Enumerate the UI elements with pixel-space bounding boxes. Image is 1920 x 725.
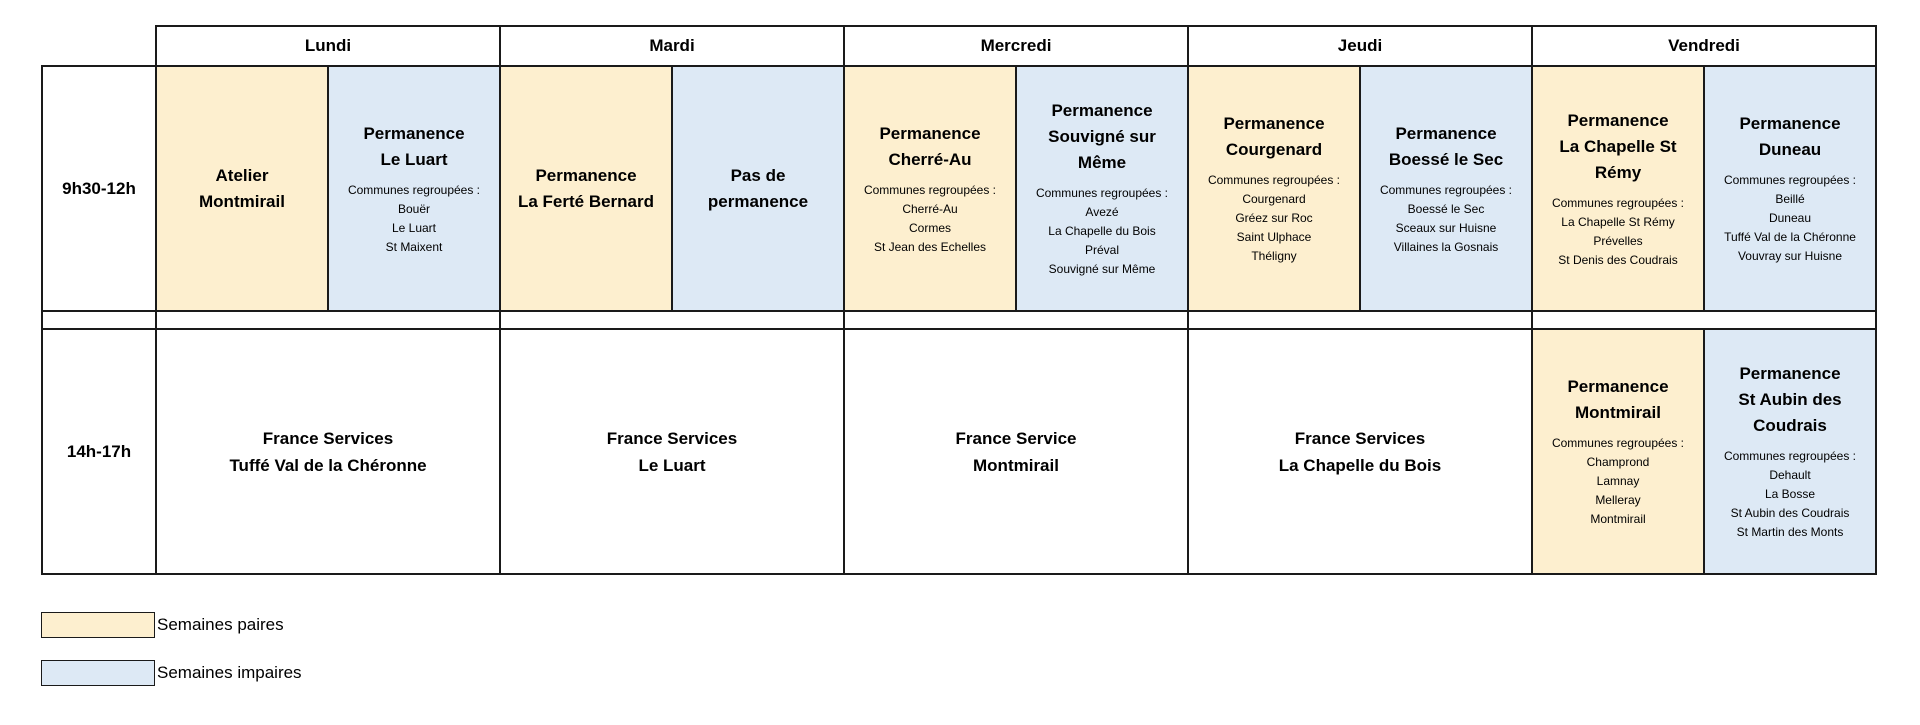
commune-item: Dehault — [1769, 468, 1811, 482]
commune-item: Vouvray sur Huisne — [1737, 249, 1843, 263]
france-services-line: France Services — [1294, 428, 1426, 448]
commune-item: Gréez sur Roc — [1235, 211, 1313, 225]
permanence-title: Permanence — [535, 165, 637, 185]
legend-swatch-even — [41, 612, 155, 638]
permanence-title: Courgenard — [1225, 140, 1323, 159]
commune-item: Prévelles — [1593, 233, 1643, 248]
commune-item: La Chapelle du Bois — [1048, 224, 1156, 238]
commune-item: Le Luart — [391, 220, 437, 235]
morning-cell — [500, 66, 672, 311]
permanence-title: Coudrais — [1753, 416, 1827, 435]
communes-label: Communes regroupées : — [1723, 449, 1857, 463]
time-slot-afternoon: 14h-17h — [42, 329, 156, 574]
permanence-title: Permanence — [1567, 110, 1669, 130]
france-services-cell — [844, 329, 1188, 574]
communes-list — [1705, 447, 1875, 542]
permanence-title: Permanence — [1739, 114, 1841, 133]
spacer-cell — [156, 311, 500, 329]
schedule-table — [41, 25, 1877, 575]
morning-cell — [844, 66, 1016, 311]
permanence-title: Le Luart — [380, 149, 448, 169]
day-header-lundi: Lundi — [156, 26, 500, 66]
morning-cell — [672, 66, 844, 311]
commune-item: La Chapelle St Rémy — [1561, 214, 1675, 229]
permanence-title: Permanence — [1223, 114, 1325, 133]
communes-list — [329, 181, 499, 257]
communes-label: Communes regroupées : — [347, 182, 481, 197]
commune-item: Souvigné sur Même — [1048, 262, 1156, 276]
communes-label: Communes regroupées : — [1207, 173, 1341, 187]
communes-list — [1705, 171, 1875, 266]
day-header-mardi: Mardi — [500, 26, 844, 66]
communes-list — [1533, 434, 1703, 529]
time-slot-morning: 9h30-12h — [42, 66, 156, 311]
commune-item: St Maixent — [385, 239, 443, 254]
day-header-mercredi: Mercredi — [844, 26, 1188, 66]
afternoon-cell — [1532, 329, 1704, 574]
france-services-cell — [156, 329, 500, 574]
france-services-line: France Service — [955, 428, 1077, 448]
communes-list — [1361, 181, 1531, 257]
commune-item: Boessé le Sec — [1407, 201, 1485, 216]
permanence-title: permanence — [707, 191, 809, 211]
afternoon-row — [42, 329, 1876, 574]
permanence-title: St Aubin des — [1738, 390, 1842, 409]
communes-list — [1533, 194, 1703, 270]
permanence-title: Pas de — [730, 165, 786, 185]
commune-item: Tuffé Val de la Chéronne — [1724, 230, 1856, 244]
commune-item: Melleray — [1595, 493, 1641, 507]
morning-cell — [1188, 66, 1360, 311]
commune-item: Préval — [1084, 243, 1119, 257]
permanence-title: La Ferté Bernard — [517, 191, 655, 211]
commune-item: Avezé — [1085, 205, 1119, 219]
morning-row — [42, 66, 1876, 311]
commune-item: Lamnay — [1596, 474, 1640, 488]
commune-item: Saint Ulphace — [1236, 230, 1312, 244]
communes-label: Communes regroupées : — [1723, 173, 1857, 187]
day-header-jeudi: Jeudi — [1188, 26, 1532, 66]
spacer-cell — [1532, 311, 1876, 329]
spacer-row — [42, 311, 1876, 329]
france-services-cell — [1188, 329, 1532, 574]
corner-cell — [42, 26, 156, 66]
communes-label: Communes regroupées : — [1551, 195, 1685, 210]
permanence-title: Boessé le Sec — [1388, 149, 1504, 169]
commune-item: St Denis des Coudrais — [1558, 252, 1678, 267]
commune-item: Montmirail — [1590, 512, 1646, 526]
communes-list — [1017, 184, 1187, 279]
permanence-title: Permanence — [1051, 101, 1153, 120]
permanence-title: Permanence — [1395, 123, 1497, 143]
morning-cell — [1532, 66, 1704, 311]
france-services-line: France Services — [262, 428, 394, 448]
day-header-row — [42, 26, 1876, 66]
permanence-title: Permanence — [879, 123, 981, 143]
morning-cell — [156, 66, 328, 311]
spacer-cell — [42, 311, 156, 329]
legend-label-even: Semaines paires — [157, 615, 284, 634]
spacer-cell — [1188, 311, 1532, 329]
commune-item: La Bosse — [1764, 487, 1816, 501]
communes-label: Communes regroupées : — [1551, 436, 1685, 450]
morning-cell — [328, 66, 500, 311]
france-services-location: Montmirail — [973, 455, 1059, 475]
spacer-cell — [844, 311, 1188, 329]
morning-cell — [1016, 66, 1188, 311]
commune-item: Sceaux sur Huisne — [1395, 220, 1497, 235]
france-services-location: Le Luart — [638, 455, 706, 475]
commune-item: Bouër — [397, 201, 431, 216]
morning-cell — [1360, 66, 1532, 311]
commune-item: Champrond — [1586, 455, 1650, 469]
france-services-location: La Chapelle du Bois — [1278, 455, 1442, 475]
france-services-location: Tuffé Val de la Chéronne — [229, 455, 427, 475]
commune-item: Villaines la Gosnais — [1393, 239, 1499, 254]
afternoon-cell — [1704, 329, 1876, 574]
commune-item: St Aubin des Coudrais — [1730, 506, 1850, 520]
commune-item: Cherré-Au — [902, 201, 958, 216]
commune-item: Théligny — [1251, 249, 1297, 263]
communes-label: Communes regroupées : — [1379, 182, 1513, 197]
commune-item: Cormes — [908, 220, 951, 235]
permanence-title: Rémy — [1594, 162, 1642, 182]
communes-label: Communes regroupées : — [863, 182, 997, 197]
legend-item-odd — [41, 660, 302, 686]
permanence-title: Cherré-Au — [888, 149, 972, 169]
legend-swatch-odd — [41, 660, 155, 686]
legend-label-odd: Semaines impaires — [157, 663, 302, 682]
communes-list — [845, 181, 1015, 257]
permanence-title: Permanence — [1567, 377, 1669, 396]
communes-label: Communes regroupées : — [1035, 186, 1169, 200]
commune-item: Beillé — [1775, 192, 1805, 206]
permanence-title: Souvigné sur — [1048, 127, 1156, 146]
commune-item: Courgenard — [1242, 192, 1306, 206]
permanence-title: Atelier — [215, 165, 269, 185]
permanence-title: La Chapelle St — [1559, 136, 1677, 156]
permanence-title: Montmirail — [199, 191, 285, 211]
commune-item: St Jean des Echelles — [873, 239, 987, 254]
permanence-title: Permanence — [363, 123, 465, 143]
france-services-line: France Services — [606, 428, 738, 448]
legend-item-even — [41, 612, 284, 638]
france-services-cell — [500, 329, 844, 574]
day-header-vendredi: Vendredi — [1532, 26, 1876, 66]
commune-item: St Martin des Monts — [1736, 525, 1844, 539]
communes-list — [1189, 171, 1359, 266]
permanence-title: Même — [1077, 153, 1127, 172]
spacer-cell — [500, 311, 844, 329]
commune-item: Duneau — [1768, 211, 1812, 225]
permanence-title: Duneau — [1758, 140, 1822, 159]
permanence-title: Montmirail — [1575, 403, 1661, 422]
permanence-title: Permanence — [1739, 364, 1841, 383]
morning-cell — [1704, 66, 1876, 311]
